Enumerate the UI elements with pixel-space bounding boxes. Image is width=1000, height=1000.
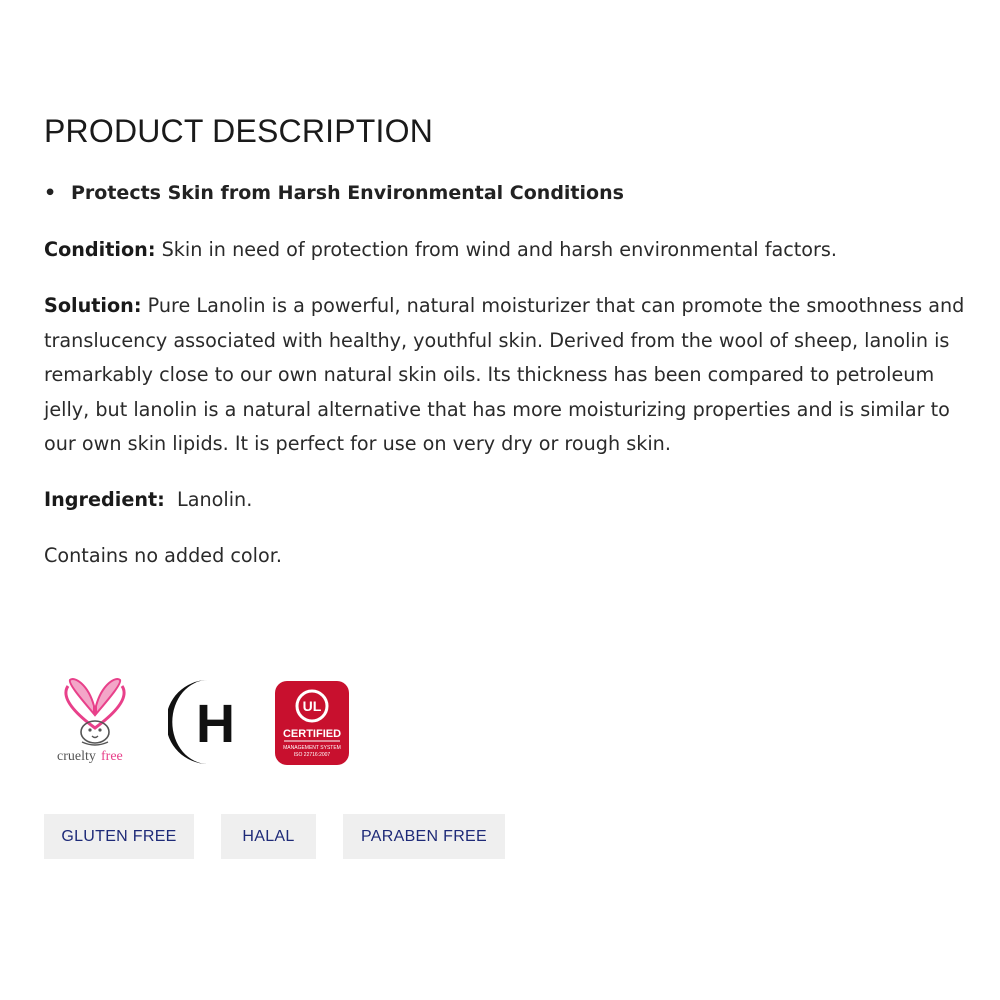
ingredient-text: Lanolin. <box>164 488 253 511</box>
tag-gluten-free: GLUTEN FREE <box>44 814 194 859</box>
tag-halal: HALAL <box>221 814 316 859</box>
tag-paraben-free: PARABEN FREE <box>343 814 505 859</box>
color-note: Contains no added color. <box>44 544 282 567</box>
free-text: free <box>101 749 123 764</box>
halal-ch-icon <box>168 678 240 766</box>
solution-paragraph <box>44 289 979 462</box>
cruelty-text: cruelty <box>57 749 96 764</box>
ul-line1: MANAGEMENT SYSTEM <box>283 745 341 751</box>
condition-paragraph <box>44 233 979 268</box>
ul-mark: UL <box>302 698 322 714</box>
condition-label: Condition: <box>44 238 156 261</box>
ul-certified-icon <box>274 680 350 766</box>
bullet-text: Protects Skin from Harsh Environmental Conditions <box>71 182 624 204</box>
condition-text: Skin in need of protection from wind and harsh environmental factors. <box>155 238 838 261</box>
ingredient-label: Ingredient: <box>44 488 165 511</box>
bullet-icon: • <box>44 182 57 204</box>
cruelty-free-bunny-icon <box>54 676 136 771</box>
ingredient-paragraph <box>44 483 979 518</box>
certification-logos <box>54 676 374 771</box>
solution-text: Pure Lanolin is a powerful, natural moisturizer that can promote the smoothness and translucency associated with healthy, youthful skin. Derived from the wool of sheep, lanolin is remarkably close to our own natural skin oils. Its thickness has been compared to petroleum jelly, but lanolin is a natural alternative that has more moisturizing properties and is similar to our own skin lipids. It is perfect for use on very dry or rough skin. <box>44 294 965 455</box>
halal-h-text: H <box>196 694 235 754</box>
page-title: PRODUCT DESCRIPTION <box>44 113 434 149</box>
list-item <box>44 182 624 204</box>
solution-label: Solution: <box>44 294 142 317</box>
ul-line2: ISO 22716:2007 <box>293 752 331 758</box>
ul-certified-text: CERTIFIED <box>282 728 342 740</box>
